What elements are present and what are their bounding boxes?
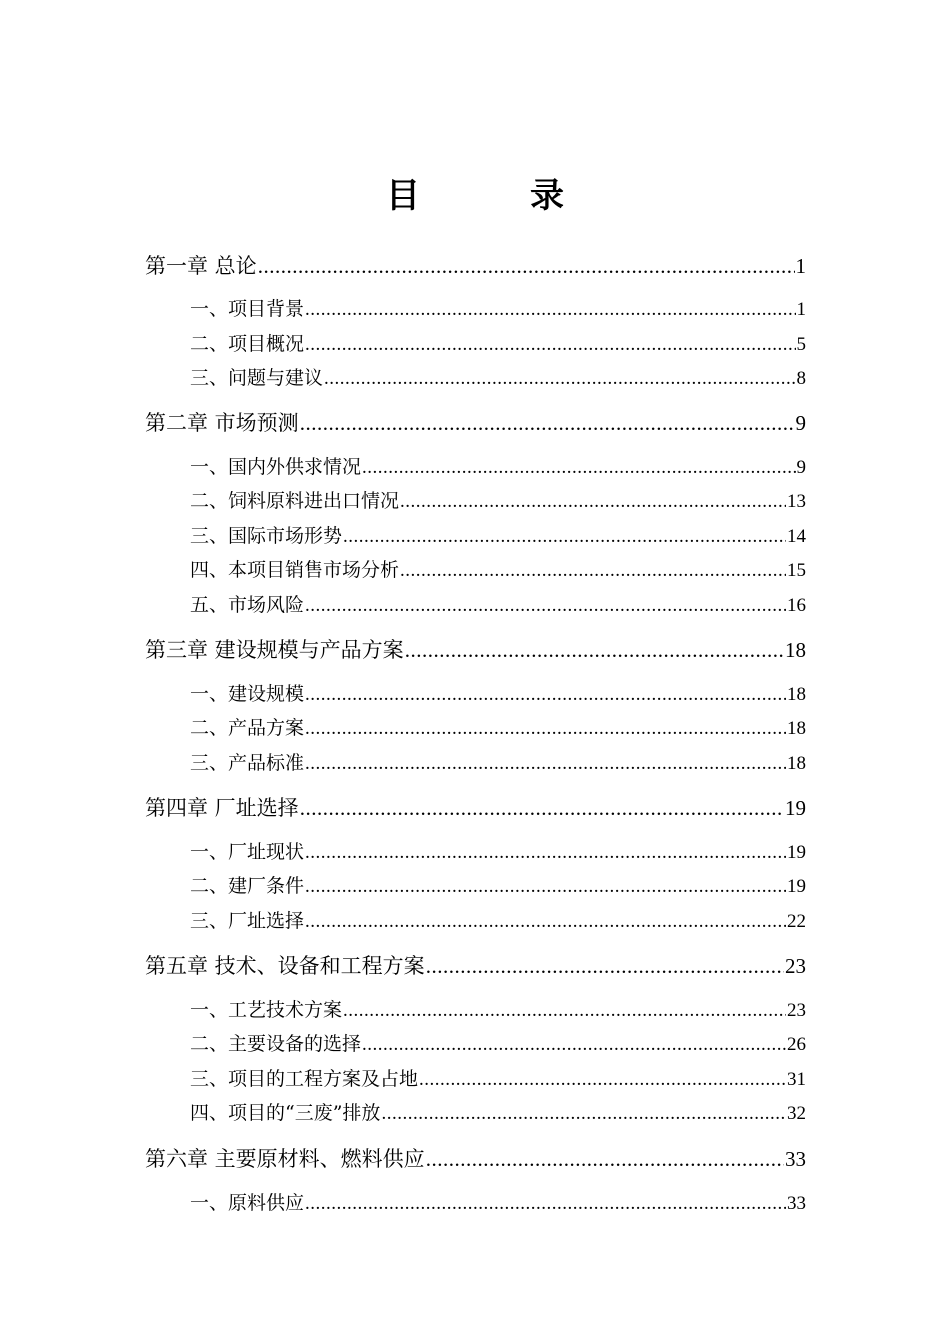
toc-section-entry[interactable]	[190, 486, 806, 513]
toc-entry-label: 三、项目的工程方案及占地	[190, 1068, 419, 1090]
dot-leader	[419, 1069, 786, 1091]
toc-page-number: 8	[796, 368, 806, 389]
toc-entry-label: 二、产品方案	[190, 717, 305, 739]
toc-section-entry[interactable]	[190, 679, 806, 706]
toc-entry-label: 第一章 总论	[145, 254, 257, 278]
toc-entry-label: 一、原料供应	[190, 1192, 305, 1214]
toc-entry-label: 一、工艺技术方案	[190, 999, 343, 1021]
toc-section-entry[interactable]	[190, 748, 806, 775]
toc-chapter-entry[interactable]	[145, 407, 806, 437]
toc-section-entry[interactable]	[190, 906, 806, 933]
toc-page-number: 16	[787, 595, 806, 616]
toc-entry-label: 第四章 厂址选择	[145, 796, 299, 820]
dot-leader	[305, 842, 786, 864]
toc-entry-label: 第三章 建设规模与产品方案	[145, 638, 404, 662]
dot-leader	[324, 368, 795, 390]
toc-page-number: 33	[787, 1193, 806, 1214]
toc-section-entry[interactable]	[190, 1029, 806, 1056]
toc-section-entry[interactable]	[190, 995, 806, 1022]
dot-leader	[305, 753, 786, 775]
toc-section-entry[interactable]	[190, 329, 806, 356]
dot-leader	[305, 684, 786, 706]
toc-page-number: 19	[787, 842, 806, 863]
toc-page-number: 1	[795, 254, 806, 278]
toc-entry-label: 三、产品标准	[190, 752, 305, 774]
dot-leader	[258, 254, 795, 279]
toc-entry-label: 三、厂址选择	[190, 910, 305, 932]
toc-page-number: 33	[785, 1147, 806, 1171]
toc-page-number: 5	[796, 334, 806, 355]
toc-entry-label: 四、项目的“三废”排放	[190, 1102, 381, 1124]
dot-leader	[300, 411, 795, 436]
toc-entry-label: 二、主要设备的选择	[190, 1033, 362, 1055]
toc-page-number: 15	[787, 560, 806, 581]
dot-leader	[305, 334, 795, 356]
dot-leader	[426, 954, 784, 979]
dot-leader	[426, 1147, 784, 1172]
toc-section-entry[interactable]	[190, 590, 806, 617]
toc-entry-label: 五、市场风险	[190, 594, 305, 616]
toc-page-number: 26	[787, 1034, 806, 1055]
toc-entry-label: 一、厂址现状	[190, 841, 305, 863]
toc-page-number: 14	[787, 526, 806, 547]
dot-leader	[343, 1000, 786, 1022]
toc-page-number: 19	[787, 876, 806, 897]
toc-page-number: 22	[787, 911, 806, 932]
toc-section-entry[interactable]	[190, 1098, 806, 1125]
toc-entry-label: 第五章 技术、设备和工程方案	[145, 954, 425, 978]
page-title: 目 录	[386, 176, 602, 216]
toc-entry-label: 一、项目背景	[190, 298, 305, 320]
toc-chapter-entry[interactable]	[145, 1143, 806, 1173]
toc-section-entry[interactable]	[190, 294, 806, 321]
toc-page-number: 31	[787, 1069, 806, 1090]
toc-page-number: 18	[785, 638, 806, 662]
toc-section-entry[interactable]	[190, 555, 806, 582]
toc-section-entry[interactable]	[190, 713, 806, 740]
toc-page-number: 1	[796, 299, 806, 320]
toc-entry-label: 第六章 主要原材料、燃料供应	[145, 1147, 425, 1171]
toc-page-number: 32	[787, 1103, 806, 1124]
toc-entry-label: 第二章 市场预测	[145, 411, 299, 435]
toc-section-entry[interactable]	[190, 363, 806, 390]
dot-leader	[405, 638, 784, 663]
toc-page-number: 18	[787, 718, 806, 739]
dot-leader	[305, 1193, 786, 1215]
toc-entry-label: 一、国内外供求情况	[190, 456, 362, 478]
dot-leader	[300, 796, 784, 821]
toc-entry-label: 三、问题与建议	[190, 367, 324, 389]
dot-leader	[305, 299, 795, 321]
toc-section-entry[interactable]	[190, 452, 806, 479]
toc-section-entry[interactable]	[190, 521, 806, 548]
dot-leader	[400, 491, 786, 513]
dot-leader	[400, 560, 786, 582]
toc-entry-label: 三、国际市场形势	[190, 525, 343, 547]
toc-section-entry[interactable]	[190, 1064, 806, 1091]
toc-entry-label: 二、建厂条件	[190, 875, 305, 897]
dot-leader	[305, 595, 786, 617]
toc-entry-label: 二、饲料原料进出口情况	[190, 490, 400, 512]
toc-chapter-entry[interactable]	[145, 950, 806, 980]
toc-section-entry[interactable]	[190, 871, 806, 898]
dot-leader	[362, 457, 795, 479]
toc-section-entry[interactable]	[190, 837, 806, 864]
toc-entry-label: 二、项目概况	[190, 333, 305, 355]
toc-page-number: 13	[787, 491, 806, 512]
dot-leader	[305, 876, 786, 898]
dot-leader	[362, 1034, 786, 1056]
toc-entry-label: 四、本项目销售市场分析	[190, 559, 400, 581]
toc-page-number: 9	[795, 411, 806, 435]
dot-leader	[381, 1103, 786, 1125]
toc-chapter-entry[interactable]	[145, 792, 806, 822]
dot-leader	[305, 718, 786, 740]
toc-chapter-entry[interactable]	[145, 250, 806, 280]
toc-section-entry[interactable]	[190, 1188, 806, 1215]
toc-entry-label: 一、建设规模	[190, 683, 305, 705]
toc-page-number: 18	[787, 684, 806, 705]
toc-chapter-entry[interactable]	[145, 634, 806, 664]
toc-page-number: 19	[785, 796, 806, 820]
toc-page-number: 9	[796, 457, 806, 478]
dot-leader	[343, 526, 786, 548]
toc-page-number: 23	[785, 954, 806, 978]
toc-page-number: 23	[787, 1000, 806, 1021]
dot-leader	[305, 911, 786, 933]
toc-page-number: 18	[787, 753, 806, 774]
